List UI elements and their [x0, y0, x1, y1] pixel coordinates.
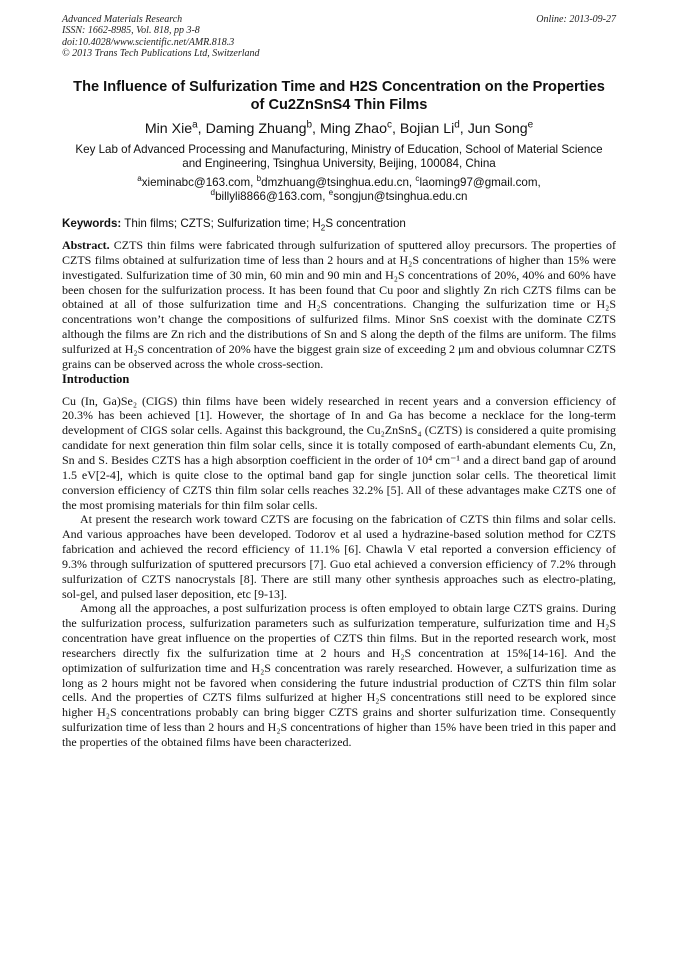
affiliation: Key Lab of Advanced Processing and Manufacturing, Ministry of Education, School of Material Science and Engineering, Tsinghua University, Beijing, 100084, China	[75, 142, 603, 171]
email-mark: b	[256, 173, 262, 183]
intro-paragraph-2: At present the research work toward CZTS are focusing on the fabrication of CZTS thin films and solar cells. And various approaches have been developed. Todorov et al used a hydrazine-based solution method for CZTS fabrication and achieved the record efficiency of 11.1% [6]. Chawla V etal reported a conversion efficiency of 9.3% through sulfurization of sputtered precursors [7]. Guo etal achieved a conversion efficiency of 7.2% through sulfurization of CZTS nanocrystals [8]. There are still many other synthesis approaches such as electro-plating, sol-gel, and pulsed laser deposition, etc [9-13].	[62, 512, 616, 601]
abstract-label: Abstract.	[62, 238, 110, 252]
abstract-text: CZTS thin films were fabricated through sulfurization of sputtered alloy precursors. The properties of CZTS films obtained at sulfurization time of less than 2 hours and at H₂S concentrations of higher than 15% were investigated. Sulfurization time of 30 min, 60 min and 90 min and H₂S concentrations of 20%, 40% and 60% have been chosen for the sulfurization process. It has been found that Cu poor and slightly Zn rich CZTS films can be obtained at all of those sulfurization time and H₂S concentrations. Changing the sulfurization time or H₂S concentrations won’t change the compositions of sulfurized films. Minor SnS coexist with the dominate CZTS although the films are Zn rich and the distributions of Sn and S along the depth of the films are uniform. The films sulfurized at H₂S concentration of 20% have the biggest grain size of exceeding 2 μm and obvious columnar CZTS grains can be observed across the whole cross-section.	[62, 238, 617, 371]
section-heading-introduction: Introduction	[62, 371, 130, 386]
author: Daming Zhuang$^b$,	[205, 118, 320, 137]
email-mark: d	[210, 188, 216, 198]
abstract	[62, 238, 616, 372]
author: Ming Zhao$^c$,	[319, 118, 400, 137]
copyright-line: © 2013 Trans Tech Publications Ltd, Switzerland	[62, 48, 260, 60]
online-date: Online: 2013-09-27	[536, 14, 616, 25]
author-emails	[62, 173, 616, 205]
journal-meta-block	[62, 14, 260, 60]
email-line: $^a$xieminabc@163.com, $^b$dmzhuang@tsinghua.edu.cn, $^c$laoming97@gmail.com,	[137, 173, 541, 189]
paper-title: The Influence of Sulfurization Time and H2S Concentration on the Properties of Cu2ZnSnS4 Thin Films	[73, 78, 605, 113]
journal-header	[62, 14, 616, 60]
email-d: billyli8866@163.com	[215, 190, 323, 204]
email-a: xieminabc@163.com	[141, 175, 251, 189]
email-b: dmzhuang@tsinghua.edu.cn	[261, 175, 409, 189]
author-list	[62, 120, 616, 138]
author: Min Xie$^a$,	[144, 118, 206, 137]
journal-name: Advanced Materials Research	[62, 14, 183, 25]
doi-line: doi:10.4028/www.scientific.net/AMR.818.3	[62, 36, 235, 48]
intro-paragraph-3: Among all the approaches, a post sulfurization process is often employed to obtain large CZTS grains. During the sulfurization process, sulfurization parameters such as sulfurization temperature, sulfurization time and H₂S concentration have great influence on the properties of CZTS thin films. But in the reported research work, most researchers directly fix the sulfurization time at 2 hours and H₂S concentration at 15%[14-16]. And the optimization of sulfurization time and H₂S concentration was rarely researched. However, a sulfurization time as long as 2 hours might not be favored when considering the future industrial production of CZTS thin film solar cells. And the properties of CZTS films sulfurized at higher H₂S concentrations still need to be explored since higher H₂S concentrations probably can bring bigger CZTS grains and shorter sulfurization time. Consequently sulfurization time of less than 2 hours and H₂S concentrations of higher than 15% have been tried in this paper and the properties of the obtained films have been characterized.	[62, 601, 616, 749]
email-mark: a	[137, 173, 142, 183]
email-mark: c	[415, 173, 420, 183]
email-line: $^d$billyli8866@163.com, $^e$songjun@tsinghua.edu.cn	[210, 188, 468, 204]
email-e: songjun@tsinghua.edu.cn	[333, 190, 468, 204]
keywords-label: Keywords:	[62, 217, 122, 230]
email-mark: e	[328, 188, 334, 198]
issn-line: ISSN: 1662-8985, Vol. 818, pp 3-8	[62, 25, 200, 37]
author: Bojian Li$^d$,	[399, 118, 468, 137]
intro-paragraph-1: Cu (In, Ga)Se₂ (CIGS) thin films have been widely researched in recent years and a conversion efficiency of 20.3% has been achieved [1]. However, the shortage of In and Ga has become a necklace for the long-term development of CIGS solar cells. Against this background, the Cu₂ZnSnS₄ (CZTS) is considered a quite promising candidate for next generation thin film solar cells, since it is totally composed of earth-abundant elements Cu, Zn, Sn and S. Besides CZTS has a high absorption coefficient in the order of 10⁴ cm⁻¹ and a direct band gap of around 1.5 eV[2-4], which is quite close to the optimal band gap for single junction solar cells. The theoretical limit conversion efficiency of CZTS thin film solar cells reaches 32.2% [5]. All of these advantages make CZTS one of the most promising materials for thin film solar cells.	[62, 393, 616, 512]
keywords: Keywords: Thin films; CZTS; Sulfurization time; $H_2S$ concentration	[62, 217, 406, 233]
author: Jun Song$^e$	[467, 118, 534, 137]
email-c: laoming97@gmail.com	[419, 175, 538, 189]
